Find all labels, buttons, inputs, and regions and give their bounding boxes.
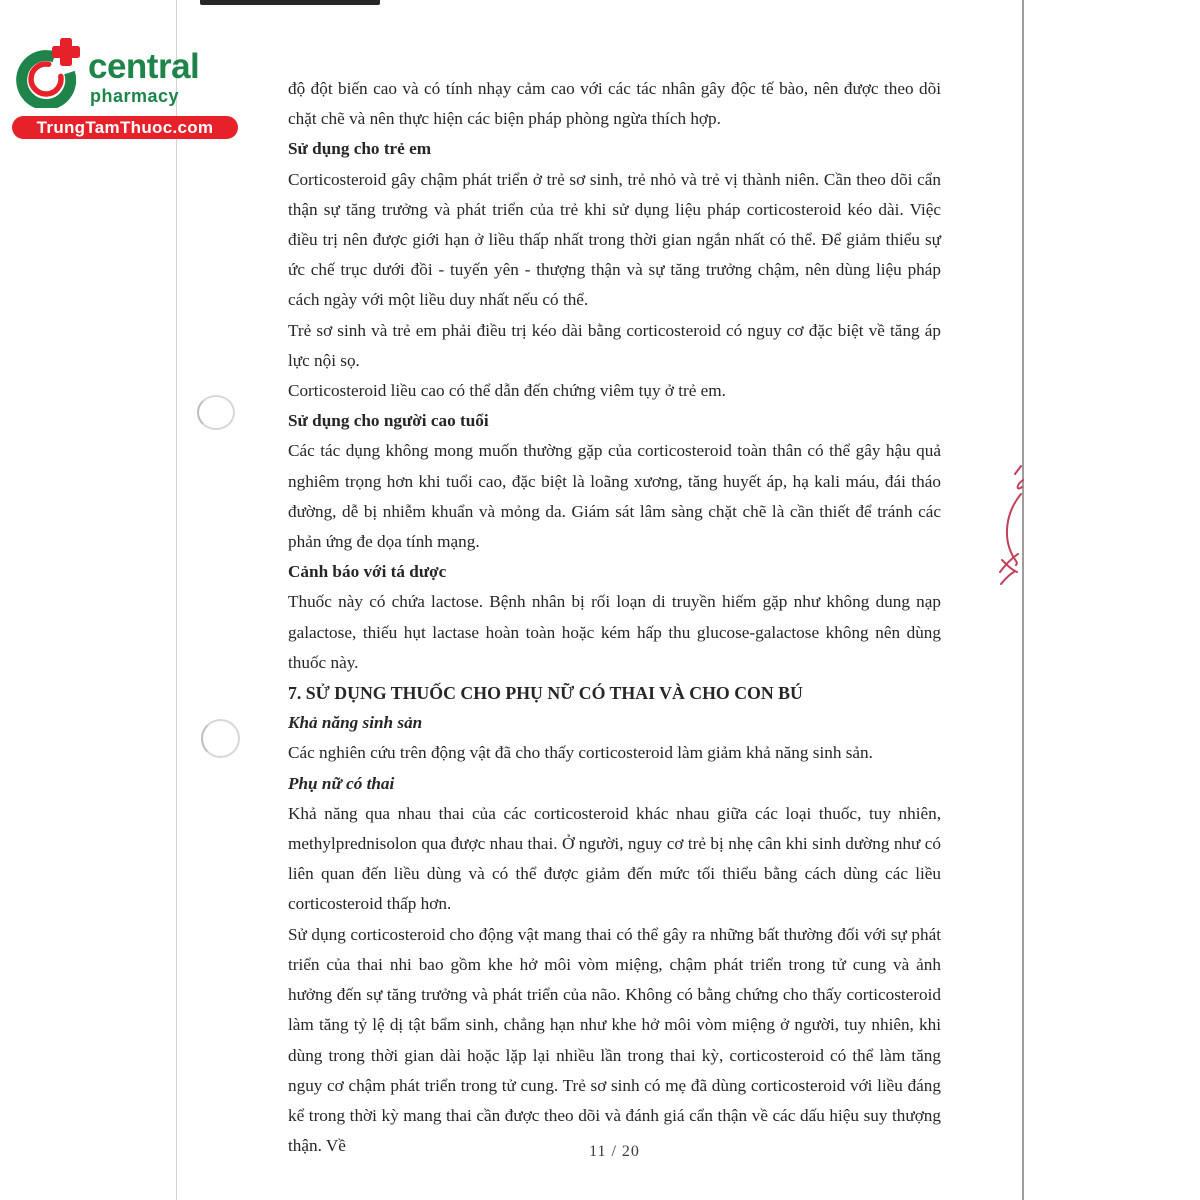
page-number: 11 / 20 <box>589 1143 640 1160</box>
heading-excipients: Cảnh báo với tá dược <box>288 562 447 582</box>
logo-banner <box>12 116 238 139</box>
paragraph: Các nghiên cứu trên động vật đã cho thấy corticosteroid làm giảm khả năng sinh sản. <box>288 743 873 763</box>
central-pharmacy-logo-icon <box>14 36 84 113</box>
subheading-pregnancy: Phụ nữ có thai <box>288 773 395 793</box>
hole-punch-mark <box>197 395 235 430</box>
subheading-fertility: Khả năng sinh sản <box>288 713 423 733</box>
logo-banner-text: TrungTamThuoc.com <box>36 117 214 137</box>
paragraph: Các tác dụng không mong muốn thường gặp của corticosteroid toàn thân có thể gây hậu quả nghiêm trọng hơn khi tuổi cao, đặc biệt là loãng xương, tăng huyết áp, hạ kali máu, đái tháo đường, dễ bị nhiễm khuẩn và mỏng da. Giám sát lâm sàng chặt chẽ là cần thiết để tránh các phản ứng đe dọa tính mạng. <box>288 441 941 552</box>
paragraph: độ đột biến cao và có tính nhạy cảm cao với các tác nhân gây độc tế bào, nên được theo dõi chặt chẽ và nên thực hiện các biện pháp phòng ngừa thích hợp. <box>288 79 941 129</box>
paragraph: Thuốc này có chứa lactose. Bệnh nhân bị rối loạn di truyền hiếm gặp như không dung nạp galactose, thiếu hụt lactase hoàn toàn hoặc kém hấp thu glucose-galactose không nên dùng thuốc này. <box>288 592 941 672</box>
paragraph: Corticosteroid liều cao có thể dẫn đến chứng viêm tụy ở trẻ em. <box>288 381 726 401</box>
document-body <box>288 74 941 1161</box>
page-edge-left <box>176 0 177 1200</box>
heading-elderly: Sử dụng cho người cao tuổi <box>288 411 489 431</box>
logo-brand-subtext: pharmacy <box>90 86 180 106</box>
scan-artifact-top-bar <box>200 0 380 5</box>
red-pen-mark <box>994 460 1028 605</box>
logo-brand-text: central <box>88 47 200 86</box>
hole-punch-mark <box>201 719 240 758</box>
paragraph: Trẻ sơ sinh và trẻ em phải điều trị kéo dài bằng corticosteroid có nguy cơ đặc biệt về tăng áp lực nội sọ. <box>288 320 941 370</box>
paragraph: Corticosteroid gây chậm phát triển ở trẻ sơ sinh, trẻ nhỏ và trẻ vị thành niên. Cần theo dõi cẩn thận sự tăng trưởng và phát triển của trẻ khi sử dụng liệu pháp corticosteroid kéo dài. Việc điều trị nên được giới hạn ở liều thấp nhất trong thời gian ngắn nhất có thể. Để giảm thiểu sự ức chế trục dưới đồi - tuyến yên - thượng thận và sự tăng trưởng chậm, nên dùng liệu pháp cách ngày với một liều duy nhất nếu có thể. <box>288 169 941 310</box>
central-pharmacy-logo <box>12 36 238 137</box>
heading-children: Sử dụng cho trẻ em <box>288 139 432 159</box>
paragraph: Khả năng qua nhau thai của các corticosteroid khác nhau giữa các loại thuốc, tuy nhiên, methylprednisolon qua được nhau thai. Ở người, nguy cơ trẻ bị nhẹ cân khi sinh dường như có liên quan đến liều dùng và có thể được giảm đến mức tối thiểu bằng cách dùng các liều corticosteroid thấp hơn. <box>288 803 941 914</box>
paragraph: Sử dụng corticosteroid cho động vật mang thai có thể gây ra những bất thường đối với sự phát triển của thai nhi bao gồm khe hở môi vòm miệng, chậm phát triển trong tử cung và ảnh hưởng đến sự tăng trưởng và phát triển của não. Không có bằng chứng cho thấy corticosteroid làm tăng tỷ lệ dị tật bẩm sinh, chẳng hạn như khe hở môi vòm miệng ở người, tuy nhiên, khi dùng trong thời gian dài hoặc lặp lại nhiều lần trong thai kỳ, corticosteroid có thể làm tăng nguy cơ chậm phát triển trong tử cung. Trẻ sơ sinh có mẹ đã dùng corticosteroid với liều đáng kể trong thời kỳ mang thai cần được theo dõi và đánh giá cẩn thận về các dấu hiệu suy thượng thận. Về <box>288 924 941 1156</box>
section-heading-7: 7. SỬ DỤNG THUỐC CHO PHỤ NỮ CÓ THAI VÀ CHO CON BÚ <box>288 683 803 704</box>
